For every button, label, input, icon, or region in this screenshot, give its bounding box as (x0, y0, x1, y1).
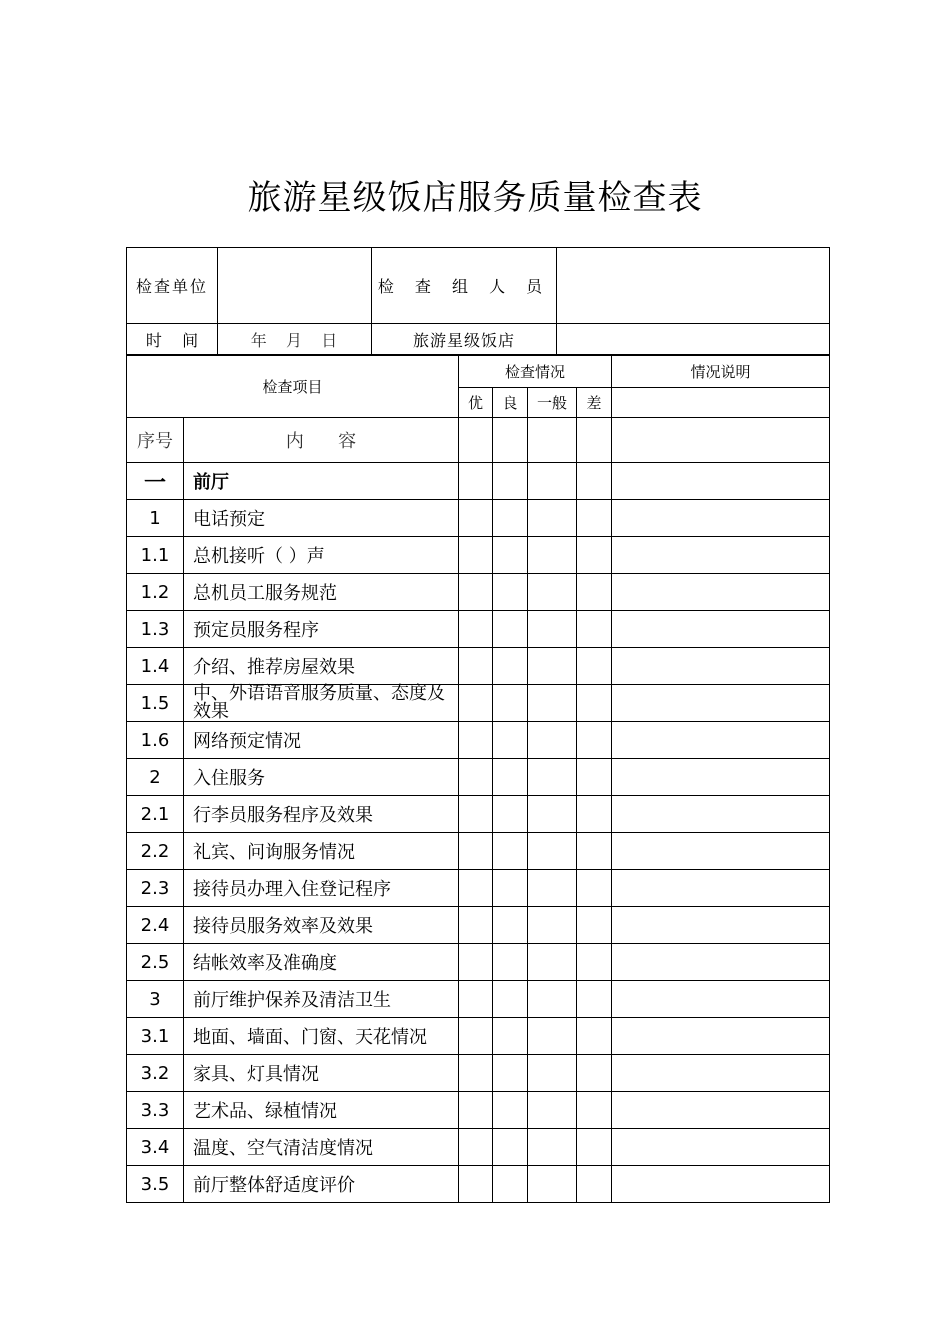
grade-average-cell[interactable] (528, 537, 577, 574)
grade-average-cell[interactable] (528, 722, 577, 759)
grade-poor-cell[interactable] (577, 611, 612, 648)
table-row (127, 537, 830, 574)
row-content: 地面、墙面、门窗、天花情况 (184, 1018, 459, 1055)
row-number: 3.2 (127, 1055, 184, 1092)
check-header: 检查情况 (459, 356, 612, 388)
table-row (127, 722, 830, 759)
grade-average-cell[interactable] (528, 685, 577, 722)
grade-good-cell[interactable] (493, 574, 528, 611)
note-header: 情况说明 (612, 356, 830, 388)
row-number: 1.6 (127, 722, 184, 759)
grade-poor: 差 (577, 388, 612, 418)
cell[interactable] (459, 418, 493, 463)
table-row (127, 500, 830, 537)
grade-poor-cell[interactable] (577, 685, 612, 722)
grade-poor-cell[interactable] (577, 463, 612, 500)
item-header: 检查项目 (127, 356, 459, 418)
note-cell[interactable] (612, 722, 830, 759)
grade-poor-cell[interactable] (577, 1166, 612, 1203)
row-number: 3 (127, 981, 184, 1018)
grade-poor-cell[interactable] (577, 944, 612, 981)
table-row (127, 1166, 830, 1203)
row-content: 行李员服务程序及效果 (184, 796, 459, 833)
header-table (126, 247, 830, 355)
table-row (127, 574, 830, 611)
content-header: 内 容 (184, 418, 459, 463)
grade-excellent-cell[interactable] (459, 537, 493, 574)
grade-good-cell[interactable] (493, 648, 528, 685)
grade-excellent-cell[interactable] (459, 870, 493, 907)
grade-average: 一般 (528, 388, 577, 418)
row-number: 2.3 (127, 870, 184, 907)
row-content: 家具、灯具情况 (184, 1055, 459, 1092)
grade-excellent-cell[interactable] (459, 1129, 493, 1166)
grade-average-cell[interactable] (528, 500, 577, 537)
cell[interactable] (493, 418, 528, 463)
grade-average-cell[interactable] (528, 1129, 577, 1166)
note-cell[interactable] (612, 870, 830, 907)
page-title: 旅游星级饭店服务质量检查表 (247, 178, 703, 218)
grade-poor-cell[interactable] (577, 1092, 612, 1129)
note-subheader (612, 388, 830, 418)
table-row (127, 648, 830, 685)
note-cell[interactable] (612, 463, 830, 500)
grade-good-cell[interactable] (493, 722, 528, 759)
row-number: 1.3 (127, 611, 184, 648)
grade-poor-cell[interactable] (577, 759, 612, 796)
grade-average-cell[interactable] (528, 759, 577, 796)
grade-poor-cell[interactable] (577, 833, 612, 870)
grade-average-cell[interactable] (528, 1018, 577, 1055)
grade-excellent-cell[interactable] (459, 685, 493, 722)
row-content: 总机接听（ ）声 (184, 537, 459, 574)
grade-poor-cell[interactable] (577, 648, 612, 685)
row-content: 接待员服务效率及效果 (184, 907, 459, 944)
seq-header: 序号 (127, 418, 184, 463)
table-row (127, 1092, 830, 1129)
grade-excellent: 优 (459, 388, 493, 418)
row-content: 前厅 (184, 463, 459, 500)
grade-poor-cell[interactable] (577, 907, 612, 944)
row-number: 2.1 (127, 796, 184, 833)
grade-good-cell[interactable] (493, 500, 528, 537)
grade-good-cell[interactable] (493, 833, 528, 870)
grade-excellent-cell[interactable] (459, 648, 493, 685)
grade-average-cell[interactable] (528, 944, 577, 981)
cell[interactable] (612, 418, 830, 463)
grade-good-cell[interactable] (493, 759, 528, 796)
grade-average-cell[interactable] (528, 463, 577, 500)
table-row (127, 907, 830, 944)
table-row (127, 759, 830, 796)
grade-average-cell[interactable] (528, 574, 577, 611)
grade-good-cell[interactable] (493, 907, 528, 944)
grade-excellent-cell[interactable] (459, 833, 493, 870)
grade-good-cell[interactable] (493, 1055, 528, 1092)
note-cell[interactable] (612, 611, 830, 648)
grade-excellent-cell[interactable] (459, 759, 493, 796)
hotel-label: 旅游星级饭店 (372, 324, 557, 355)
note-cell[interactable] (612, 944, 830, 981)
row-content: 接待员办理入住登记程序 (184, 870, 459, 907)
grade-average-cell[interactable] (528, 981, 577, 1018)
table-row (127, 611, 830, 648)
row-number: 2 (127, 759, 184, 796)
table-row (127, 463, 830, 500)
grade-excellent-cell[interactable] (459, 1092, 493, 1129)
grade-poor-cell[interactable] (577, 1018, 612, 1055)
table-row (127, 833, 830, 870)
row-number: 2.5 (127, 944, 184, 981)
grade-average-cell[interactable] (528, 907, 577, 944)
grade-excellent-cell[interactable] (459, 907, 493, 944)
table-row (127, 870, 830, 907)
grade-excellent-cell[interactable] (459, 574, 493, 611)
grade-excellent-cell[interactable] (459, 1018, 493, 1055)
row-content: 预定员服务程序 (184, 611, 459, 648)
row-content: 前厅整体舒适度评价 (184, 1166, 459, 1203)
grade-poor-cell[interactable] (577, 870, 612, 907)
grade-poor-cell[interactable] (577, 500, 612, 537)
grade-excellent-cell[interactable] (459, 796, 493, 833)
row-number: 3.3 (127, 1092, 184, 1129)
grade-excellent-cell[interactable] (459, 981, 493, 1018)
grade-poor-cell[interactable] (577, 537, 612, 574)
note-cell[interactable] (612, 796, 830, 833)
row-content: 入住服务 (184, 759, 459, 796)
unit-label: 检查单位 (127, 248, 218, 324)
time-label: 时 间 (127, 324, 218, 355)
row-content: 总机员工服务规范 (184, 574, 459, 611)
row-content: 网络预定情况 (184, 722, 459, 759)
note-cell[interactable] (612, 759, 830, 796)
note-cell[interactable] (612, 981, 830, 1018)
row-number: 2.2 (127, 833, 184, 870)
table-body (127, 463, 830, 1203)
grade-poor-cell[interactable] (577, 722, 612, 759)
grade-average-cell[interactable] (528, 1092, 577, 1129)
table-row (127, 1129, 830, 1166)
grade-excellent-cell[interactable] (459, 944, 493, 981)
grade-average-cell[interactable] (528, 796, 577, 833)
note-cell[interactable] (612, 907, 830, 944)
row-number: 3.4 (127, 1129, 184, 1166)
row-content: 电话预定 (184, 500, 459, 537)
row-content: 中、外语语音服务质量、态度及效果 (184, 685, 459, 722)
row-content: 前厅维护保养及清洁卫生 (184, 981, 459, 1018)
grade-poor-cell[interactable] (577, 796, 612, 833)
grade-average-cell[interactable] (528, 1055, 577, 1092)
date-field[interactable]: 年 月 日 (218, 324, 372, 355)
note-cell[interactable] (612, 833, 830, 870)
grade-good-cell[interactable] (493, 1092, 528, 1129)
hotel-field[interactable] (557, 324, 830, 355)
grade-good-cell[interactable] (493, 796, 528, 833)
note-cell[interactable] (612, 500, 830, 537)
note-cell[interactable] (612, 1166, 830, 1203)
grade-poor-cell[interactable] (577, 1055, 612, 1092)
grade-good-cell[interactable] (493, 611, 528, 648)
grade-good-cell[interactable] (493, 1129, 528, 1166)
grade-excellent-cell[interactable] (459, 500, 493, 537)
row-number: 1.2 (127, 574, 184, 611)
grade-poor-cell[interactable] (577, 981, 612, 1018)
note-cell[interactable] (612, 537, 830, 574)
table-row (127, 944, 830, 981)
row-number: 一 (127, 463, 184, 500)
note-cell[interactable] (612, 1018, 830, 1055)
cell[interactable] (577, 418, 612, 463)
grade-average-cell[interactable] (528, 833, 577, 870)
table-row (127, 1018, 830, 1055)
grade-average-cell[interactable] (528, 648, 577, 685)
grade-excellent-cell[interactable] (459, 463, 493, 500)
grade-good-cell[interactable] (493, 1018, 528, 1055)
grade-good-cell[interactable] (493, 944, 528, 981)
note-cell[interactable] (612, 1129, 830, 1166)
grade-average-cell[interactable] (528, 1166, 577, 1203)
grade-good-cell[interactable] (493, 981, 528, 1018)
row-content: 介绍、推荐房屋效果 (184, 648, 459, 685)
grade-excellent-cell[interactable] (459, 611, 493, 648)
grade-average-cell[interactable] (528, 870, 577, 907)
grade-good-cell[interactable] (493, 870, 528, 907)
grade-poor-cell[interactable] (577, 574, 612, 611)
row-content: 温度、空气清洁度情况 (184, 1129, 459, 1166)
grade-good-cell[interactable] (493, 537, 528, 574)
cell[interactable] (528, 418, 577, 463)
note-cell[interactable] (612, 685, 830, 722)
note-cell[interactable] (612, 1092, 830, 1129)
table-row (127, 685, 830, 722)
table-row (127, 796, 830, 833)
grade-excellent-cell[interactable] (459, 722, 493, 759)
table-row (127, 1055, 830, 1092)
note-cell[interactable] (612, 648, 830, 685)
row-number: 1.1 (127, 537, 184, 574)
table-row (127, 981, 830, 1018)
note-cell[interactable] (612, 1055, 830, 1092)
group-label: 检 查 组 人 员 (372, 248, 557, 324)
row-content: 艺术品、绿植情况 (184, 1092, 459, 1129)
row-number: 3.1 (127, 1018, 184, 1055)
row-content: 礼宾、问询服务情况 (184, 833, 459, 870)
row-content: 结帐效率及准确度 (184, 944, 459, 981)
grade-poor-cell[interactable] (577, 1129, 612, 1166)
grade-good-cell[interactable] (493, 685, 528, 722)
grade-good: 良 (493, 388, 528, 418)
row-number: 3.5 (127, 1166, 184, 1203)
row-number: 1 (127, 500, 184, 537)
grade-average-cell[interactable] (528, 611, 577, 648)
note-cell[interactable] (612, 574, 830, 611)
grade-good-cell[interactable] (493, 463, 528, 500)
row-number: 1.4 (127, 648, 184, 685)
group-field[interactable] (557, 248, 830, 324)
row-number: 1.5 (127, 685, 184, 722)
row-number: 2.4 (127, 907, 184, 944)
unit-field[interactable] (218, 248, 372, 324)
grade-good-cell[interactable] (493, 1166, 528, 1203)
inspection-table (126, 355, 830, 1203)
grade-excellent-cell[interactable] (459, 1055, 493, 1092)
grade-excellent-cell[interactable] (459, 1166, 493, 1203)
